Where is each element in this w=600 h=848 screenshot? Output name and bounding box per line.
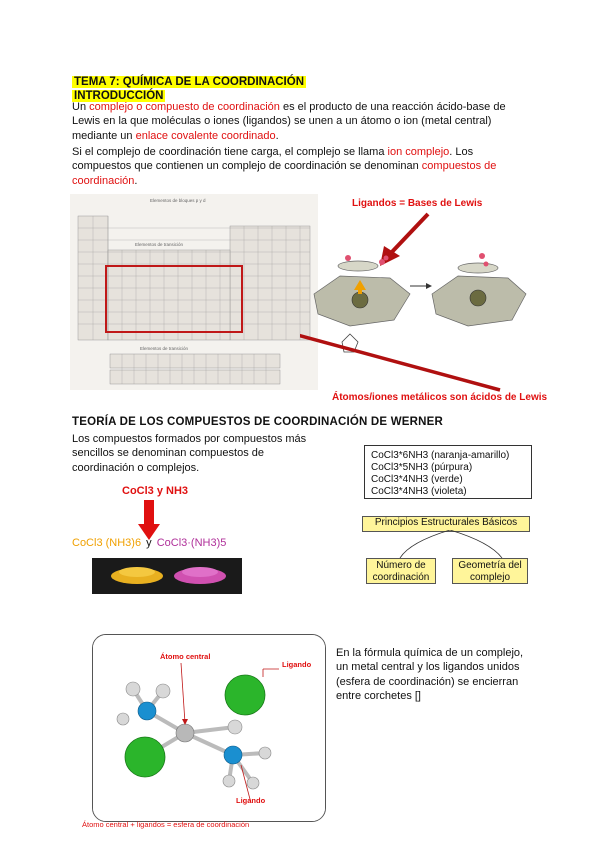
central-atom-label: Átomo central (160, 652, 211, 661)
product-yellow: CoCl3 (NH3)6 (72, 537, 142, 549)
intro-paragraph-1: Un complejo o compuesto de coordinación es el producto de una reacción ácido-base de Lewis en la que moléculas o iones (ligandos) se unen a un átomo o ion (metal central) mediante un enlace covalente coordinado. (72, 101, 506, 142)
nitrogen-atom-icon (224, 746, 242, 764)
compound-item: CoCl3*5NH3 (púrpura) (371, 462, 473, 473)
coord-number-box: Número de coordinación (366, 558, 436, 584)
page-title: TEMA 7: QUÍMICA DE LA COORDINACIÓN (74, 76, 304, 88)
product-pink: CoCl3·(NH3)5 (156, 537, 227, 549)
formula-paragraph: En la fórmula química de un complejo, un metal central y los ligandos unidos (esfera de coordinación) se encierran entre corchetes [] (336, 647, 524, 702)
section-heading-werner: TEORÍA DE LOS COMPUESTOS DE COORDINACIÓN DE WERNER (72, 416, 443, 428)
product-connector: y (146, 537, 152, 549)
central-atom-icon (176, 724, 194, 742)
ligand-arrow-icon (390, 214, 428, 254)
powders-photo (92, 558, 242, 594)
ligands-label: Ligandos = Bases de Lewis (352, 198, 483, 209)
metals-label: Átomos/iones metálicos son ácidos de Lewis (332, 392, 548, 403)
ligand-label-top: Ligando (282, 660, 312, 669)
section-heading-intro: INTRODUCCIÓN (74, 90, 164, 102)
principles-box: Principios Estructurales Básicos (362, 516, 530, 532)
compounds-list (364, 445, 532, 499)
ligand-label-bottom: Ligando (236, 796, 266, 805)
werner-paragraph: Los compuestos formados por compuestos más sencillos se denominan compuestos de coordinación o complejos. (72, 433, 307, 474)
principles-connectors (380, 530, 520, 558)
nitrogen-atom-icon (138, 702, 156, 720)
compound-item: CoCl3*6NH3 (naranja-amarillo) (371, 450, 510, 461)
intro-paragraph-2: Si el complejo de coordinación tiene carga, el complejo se llama ion complejo. Los compuestos que contienen un complejo de coordinación se denominan compuestos de coordinación. (72, 146, 497, 187)
chlorine-atom-icon (125, 737, 165, 777)
reaction-arrow-icon (138, 500, 160, 540)
reaction-label: CoCl3 y NH3 (122, 485, 189, 497)
compound-item: CoCl3*4NH3 (verde) (371, 474, 463, 485)
table-caption-2: Elementos de transición (140, 346, 189, 351)
periodic-table-figure (70, 194, 318, 390)
metal-arrow-icon (300, 334, 500, 390)
compound-item: CoCl3*4NH3 (violeta) (371, 486, 467, 497)
inner-table-label: Elementos de transición (135, 242, 184, 247)
geometry-box: Geometría del complejo (452, 558, 528, 584)
ligand-binding-figure (300, 194, 530, 406)
table-caption: Elementos de bloques p y d (150, 198, 206, 203)
chlorine-atom-icon (225, 675, 265, 715)
figure-caption: Átomo central + ligandos = esfera de coordinación (82, 820, 250, 829)
